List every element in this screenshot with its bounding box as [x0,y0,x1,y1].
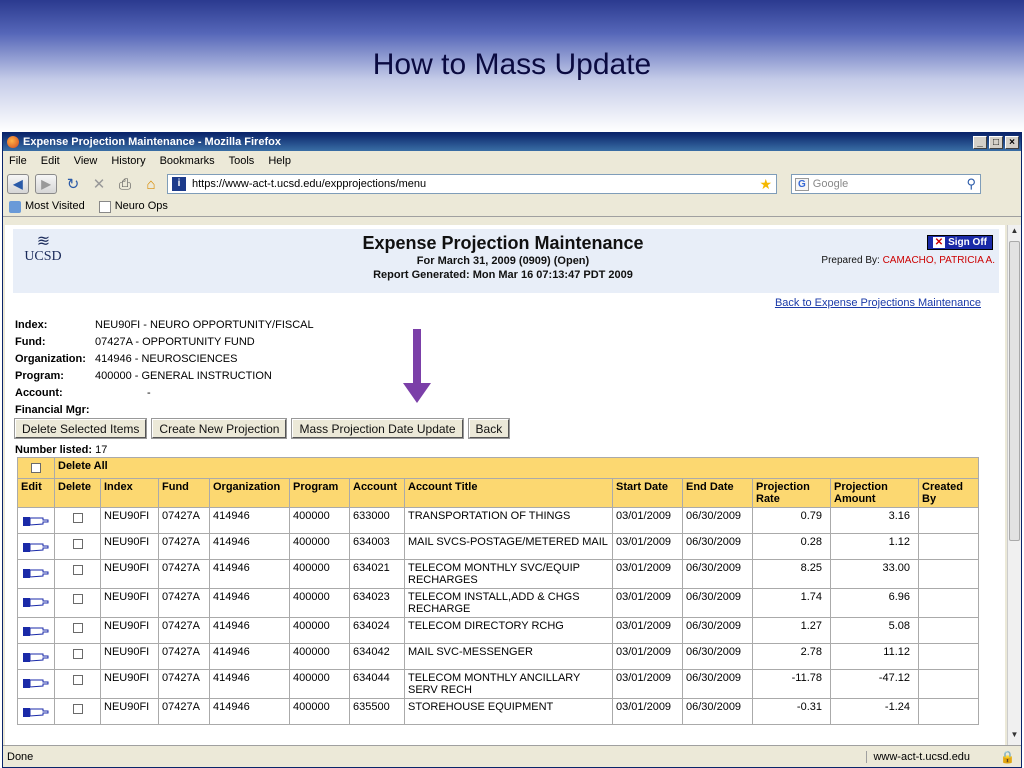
edit-cell[interactable] [18,670,55,699]
col-start-date: Start Date [613,479,683,508]
app-title: Expense Projection Maintenance [362,233,644,253]
edit-hand-icon[interactable] [23,566,49,580]
window-title: Expense Projection Maintenance - Mozilla Firefox [23,136,281,148]
home-icon[interactable]: ⌂ [146,175,156,193]
delete-cell [55,699,101,725]
cell-end-date: 06/30/2009 [683,534,753,560]
delete-all-checkbox[interactable] [31,463,41,473]
cell-fund: 07427A [159,508,210,534]
col-delete: Delete [55,479,101,508]
cell-organization: 414946 [210,618,290,644]
cell-account: 634024 [350,618,405,644]
cell-start-date: 03/01/2009 [613,644,683,670]
bookmark-star-icon[interactable]: ★ [759,175,772,192]
menu-file[interactable]: File [9,155,27,167]
col-index: Index [101,479,159,508]
cell-projection-rate: 1.27 [753,618,831,644]
table-row [18,618,979,644]
delete-cell [55,508,101,534]
info-value-fund: 07427A - OPPORTUNITY FUND [95,336,255,348]
info-label-organization: Organization: [15,353,86,365]
cell-created-by [919,508,979,534]
number-listed: Number listed: 17 [15,444,108,456]
sign-off-button[interactable]: ✕ Sign Off [927,235,993,250]
info-value-program: 400000 - GENERAL INSTRUCTION [95,370,272,382]
create-new-projection-button[interactable]: Create New Projection [152,419,286,438]
cell-projection-rate: 0.79 [753,508,831,534]
edit-hand-icon[interactable] [23,514,49,528]
col-projection-rate: Projection Rate [753,479,831,508]
cell-account: 634042 [350,644,405,670]
minimize-button[interactable]: _ [973,136,987,149]
cell-projection-rate: -0.31 [753,699,831,725]
cell-account-title: STOREHOUSE EQUIPMENT [405,699,613,725]
annotation-arrow-icon [403,329,431,403]
col-account: Account [350,479,405,508]
col-program: Program [290,479,350,508]
delete-cell [55,589,101,618]
search-placeholder: Google [812,178,849,190]
cell-organization: 414946 [210,534,290,560]
cell-index: NEU90FI [101,699,159,725]
bookmark-most-visited[interactable]: Most Visited [9,200,85,212]
cell-index: NEU90FI [101,670,159,699]
cell-start-date: 03/01/2009 [613,618,683,644]
cell-start-date: 03/01/2009 [613,508,683,534]
cell-organization: 414946 [210,560,290,589]
cell-index: NEU90FI [101,618,159,644]
cell-program: 400000 [290,670,350,699]
cell-created-by [919,699,979,725]
cell-index: NEU90FI [101,508,159,534]
delete-checkbox[interactable] [73,704,83,714]
table-row [18,670,979,699]
cell-program: 400000 [290,699,350,725]
bookmark-neuro-ops[interactable]: Neuro Ops [99,200,168,212]
cell-projection-amount: 5.08 [831,618,919,644]
table-row [18,534,979,560]
search-icon[interactable]: ⚲ [966,176,976,191]
url-text: https://www-act-t.ucsd.edu/expprojections/menu [192,178,427,190]
forward-arrow-icon[interactable]: ▶ [35,174,57,194]
maximize-button[interactable]: □ [989,136,1003,149]
cell-projection-rate: 2.78 [753,644,831,670]
menu-history[interactable]: History [111,155,146,167]
cell-program: 400000 [290,589,350,618]
delete-cell [55,534,101,560]
col-end-date: End Date [683,479,753,508]
reload-icon[interactable]: ↻ [66,176,80,193]
delete-cell [55,644,101,670]
cell-program: 400000 [290,534,350,560]
menu-bookmarks[interactable]: Bookmarks [159,155,215,167]
cell-projection-amount: 11.12 [831,644,919,670]
cell-end-date: 06/30/2009 [683,644,753,670]
cell-account-title: TELECOM MONTHLY ANCILLARY SERV RECH [405,670,613,699]
delete-checkbox[interactable] [73,649,83,659]
edit-cell[interactable] [18,560,55,589]
ucsd-mark-icon: ≋ [36,233,50,250]
delete-all-label: Delete All [55,458,979,479]
firefox-icon [7,136,19,148]
cell-projection-amount: -47.12 [831,670,919,699]
cell-account-title: TELECOM MONTHLY SVC/EQUIP RECHARGES [405,560,613,589]
status-text: Done [7,750,34,763]
cell-fund: 07427A [159,618,210,644]
cell-projection-amount: 3.16 [831,508,919,534]
search-input[interactable] [791,174,981,194]
info-label-index: Index: [15,319,48,331]
delete-checkbox[interactable] [73,513,83,523]
table-row [18,699,979,725]
cell-end-date: 06/30/2009 [683,699,753,725]
ucsd-logo: ≋ UCSD [19,235,67,265]
cell-index: NEU90FI [101,534,159,560]
cell-end-date: 06/30/2009 [683,589,753,618]
title-bar [3,133,1021,151]
page-content [5,225,1005,745]
info-label-program: Program: [15,370,64,382]
table-row [18,589,979,618]
page-banner [13,229,999,293]
cell-index: NEU90FI [101,560,159,589]
cell-projection-amount: 1.12 [831,534,919,560]
cell-account-title: MAIL SVCS-POSTAGE/METERED MAIL [405,534,613,560]
cell-projection-amount: -1.24 [831,699,919,725]
table-row [18,508,979,534]
cell-end-date: 06/30/2009 [683,560,753,589]
edit-cell[interactable] [18,508,55,534]
cell-created-by [919,560,979,589]
back-arrow-icon[interactable]: ◀ [7,174,29,194]
projections-table [17,457,979,725]
back-to-maintenance-link[interactable]: Back to Expense Projections Maintenance [774,297,981,309]
delete-cell [55,618,101,644]
back-button[interactable]: Back [469,419,510,438]
delete-selected-button[interactable]: Delete Selected Items [15,419,146,438]
delete-checkbox[interactable] [73,623,83,633]
vertical-scrollbar[interactable] [1007,225,1021,745]
cell-account: 634023 [350,589,405,618]
cell-projection-amount: 33.00 [831,560,919,589]
navigation-toolbar [3,171,1021,197]
cell-start-date: 03/01/2009 [613,560,683,589]
cell-program: 400000 [290,508,350,534]
page-icon [99,201,111,213]
browser-window [2,132,1022,768]
app-subtitle-generated: Report Generated: Mon Mar 16 07:13:47 PDT 2009 [373,269,633,281]
edit-cell[interactable] [18,618,55,644]
table-row [18,644,979,670]
most-visited-icon [9,201,21,213]
col-projection-amount: Projection Amount [831,479,919,508]
edit-hand-icon[interactable] [23,540,49,554]
cell-fund: 07427A [159,699,210,725]
cell-end-date: 06/30/2009 [683,618,753,644]
info-label-financial-mgr: Financial Mgr: [15,404,90,416]
info-value-organization: 414946 - NEUROSCIENCES [95,353,238,365]
cell-account: 633000 [350,508,405,534]
app-subtitle-period: For March 31, 2009 (0909) (Open) [416,255,590,267]
google-icon[interactable]: G [795,178,809,191]
cell-fund: 07427A [159,644,210,670]
prepared-by: Prepared By: CAMACHO, PATRICIA A. [821,255,995,266]
info-label-account: Account: [15,387,63,399]
cell-start-date: 03/01/2009 [613,589,683,618]
edit-cell[interactable] [18,644,55,670]
cell-start-date: 03/01/2009 [613,534,683,560]
cell-end-date: 06/30/2009 [683,670,753,699]
stop-icon[interactable]: ✕ [92,176,106,193]
cell-account: 635500 [350,699,405,725]
menu-tools[interactable]: Tools [228,155,255,167]
cell-projection-rate: 0.28 [753,534,831,560]
edit-cell[interactable] [18,699,55,725]
cell-start-date: 03/01/2009 [613,699,683,725]
cell-fund: 07427A [159,670,210,699]
cell-account-title: TELECOM INSTALL,ADD & CHGS RECHARGE [405,589,613,618]
cell-account-title: TRANSPORTATION OF THINGS [405,508,613,534]
cell-fund: 07427A [159,560,210,589]
cell-fund: 07427A [159,589,210,618]
delete-checkbox[interactable] [73,539,83,549]
col-created-by: Created By [919,479,979,508]
cell-organization: 414946 [210,699,290,725]
cell-projection-rate: -11.78 [753,670,831,699]
scroll-down-icon[interactable]: ▼ [1010,730,1019,739]
cell-account: 634003 [350,534,405,560]
menu-help[interactable]: Help [268,155,291,167]
menu-edit[interactable]: Edit [40,155,60,167]
edit-hand-icon[interactable] [23,650,49,664]
site-identity-icon[interactable]: i [172,177,186,191]
close-button[interactable]: × [1005,136,1019,149]
delete-checkbox[interactable] [73,675,83,685]
cell-created-by [919,644,979,670]
cell-organization: 414946 [210,644,290,670]
menu-bar [3,151,1021,171]
table-row [18,560,979,589]
cell-created-by [919,670,979,699]
cell-program: 400000 [290,644,350,670]
cell-projection-rate: 1.74 [753,589,831,618]
status-bar [3,745,1021,767]
cell-organization: 414946 [210,508,290,534]
scroll-up-icon[interactable]: ▲ [1010,226,1019,235]
account-info [15,317,314,419]
cell-account: 634021 [350,560,405,589]
cell-organization: 414946 [210,670,290,699]
cell-projection-amount: 6.96 [831,589,919,618]
bookmarks-toolbar [3,197,1021,217]
status-host: www-act-t.ucsd.edu [866,751,970,763]
menu-view[interactable]: View [73,155,98,167]
edit-hand-icon[interactable] [23,624,49,638]
delete-all-row [18,458,979,479]
slide-header [0,0,1024,132]
delete-cell [55,560,101,589]
cell-account-title: TELECOM DIRECTORY RCHG [405,618,613,644]
url-bar[interactable] [167,174,777,194]
cell-index: NEU90FI [101,589,159,618]
delete-cell [55,670,101,699]
print-icon[interactable]: ⎙ [118,175,131,193]
close-x-icon: ✕ [934,237,944,248]
edit-hand-icon[interactable] [23,676,49,690]
cell-account-title: MAIL SVC-MESSENGER [405,644,613,670]
scroll-thumb[interactable] [1009,241,1020,541]
action-buttons [15,419,509,438]
edit-hand-icon[interactable] [23,705,49,719]
cell-index: NEU90FI [101,644,159,670]
cell-organization: 414946 [210,589,290,618]
cell-created-by [919,534,979,560]
cell-account: 634044 [350,670,405,699]
info-value-account: - [147,387,151,399]
cell-created-by [919,589,979,618]
mass-date-update-button[interactable]: Mass Projection Date Update [292,419,462,438]
info-value-index: NEU90FI - NEURO OPPORTUNITY/FISCAL [95,319,314,331]
col-fund: Fund [159,479,210,508]
cell-created-by [919,618,979,644]
cell-program: 400000 [290,618,350,644]
cell-program: 400000 [290,560,350,589]
info-label-fund: Fund: [15,336,46,348]
lock-icon: 🔒 [1000,749,1015,764]
edit-cell[interactable] [18,534,55,560]
cell-start-date: 03/01/2009 [613,670,683,699]
delete-checkbox[interactable] [73,565,83,575]
edit-hand-icon[interactable] [23,595,49,609]
col-account-title: Account Title [405,479,613,508]
col-organization: Organization [210,479,290,508]
cell-projection-rate: 8.25 [753,560,831,589]
col-edit: Edit [18,479,55,508]
cell-end-date: 06/30/2009 [683,508,753,534]
delete-checkbox[interactable] [73,594,83,604]
table-header-row [18,479,979,508]
edit-cell[interactable] [18,589,55,618]
slide-title: How to Mass Update [372,48,652,81]
cell-fund: 07427A [159,534,210,560]
